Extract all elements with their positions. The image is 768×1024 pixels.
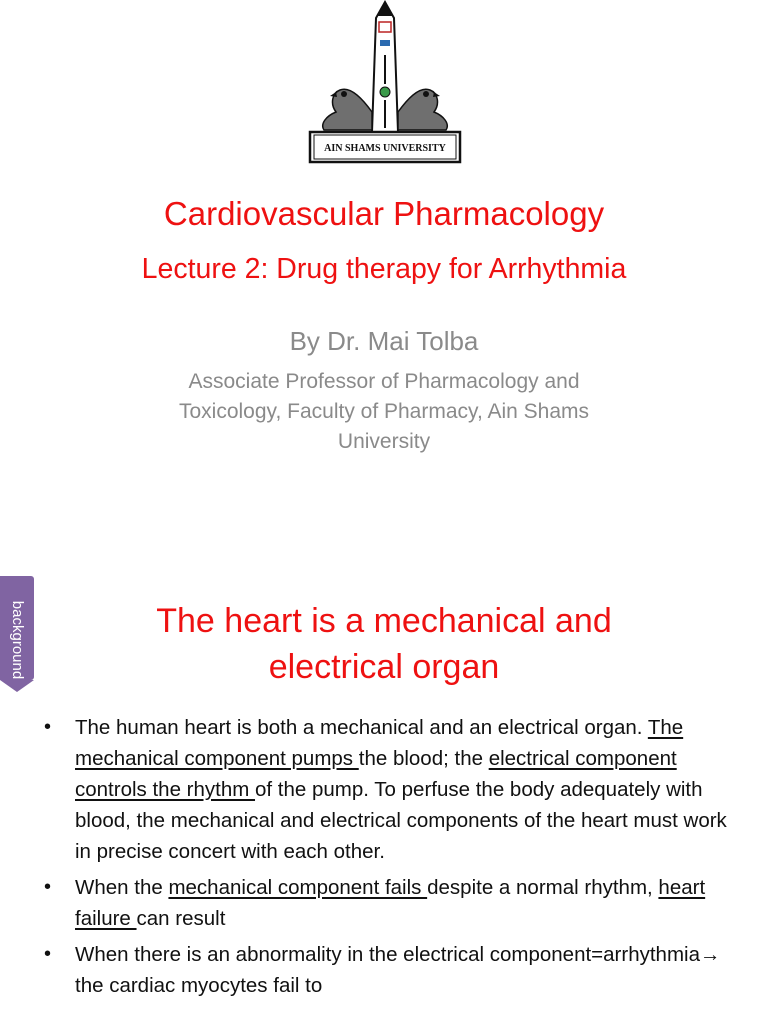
presentation-title: Cardiovascular Pharmacology <box>163 195 605 232</box>
right-arrow-icon: → <box>700 943 721 966</box>
slide-heading <box>0 598 768 690</box>
logo-caption: AIN SHAMS UNIVERSITY <box>324 143 446 154</box>
section-tab-label: background <box>9 600 26 680</box>
slide-heading-line: The heart is a mechanical and <box>156 602 612 640</box>
bullet-text: The human heart is both a mechanical and an electrical organ. <box>75 716 648 739</box>
bullet-text-underlined: heart failure <box>75 876 706 930</box>
bullet-text: the blood; the <box>358 747 489 770</box>
affiliation <box>120 367 648 457</box>
bullet-item <box>44 872 744 934</box>
content-slide <box>0 552 768 1024</box>
bullet-text-underlined: electrical component controls the rhythm <box>75 747 677 801</box>
affiliation-line: Associate Professor of Pharmacology and <box>188 370 580 393</box>
author-line: By Dr. Mai Tolba <box>289 326 479 356</box>
bullet-text: despite a normal rhythm, <box>427 876 659 899</box>
bullet-icon: • <box>44 876 52 898</box>
bullet-text: can result <box>136 907 226 930</box>
bullet-icon: • <box>44 716 52 738</box>
bullet-list <box>44 712 744 1006</box>
university-logo <box>306 0 464 164</box>
bullet-text: of the pump. To perfuse the body adequately with blood, the mechanical and electrical components of the heart must work in precise concert with each other. <box>75 778 727 863</box>
bullet-text: When there is an abnormality in the electrical component=arrhythmia <box>75 943 700 966</box>
bullet-icon: • <box>44 943 52 965</box>
bullet-text: the cardiac myocytes fail to <box>75 974 323 997</box>
lecture-subtitle: Lecture 2: Drug therapy for Arrhythmia <box>141 253 627 285</box>
bullet-text: When the <box>75 876 169 899</box>
bullet-text-underlined: mechanical component fails <box>168 876 428 899</box>
bullet-text-underlined: The mechanical component pumps <box>75 716 684 770</box>
affiliation-line: University <box>337 430 431 453</box>
bullet-item <box>44 939 744 1001</box>
affiliation-line: Toxicology, Faculty of Pharmacy, Ain Shams <box>178 400 590 423</box>
bullet-item <box>44 712 744 867</box>
slide-heading-line: electrical organ <box>268 648 500 686</box>
